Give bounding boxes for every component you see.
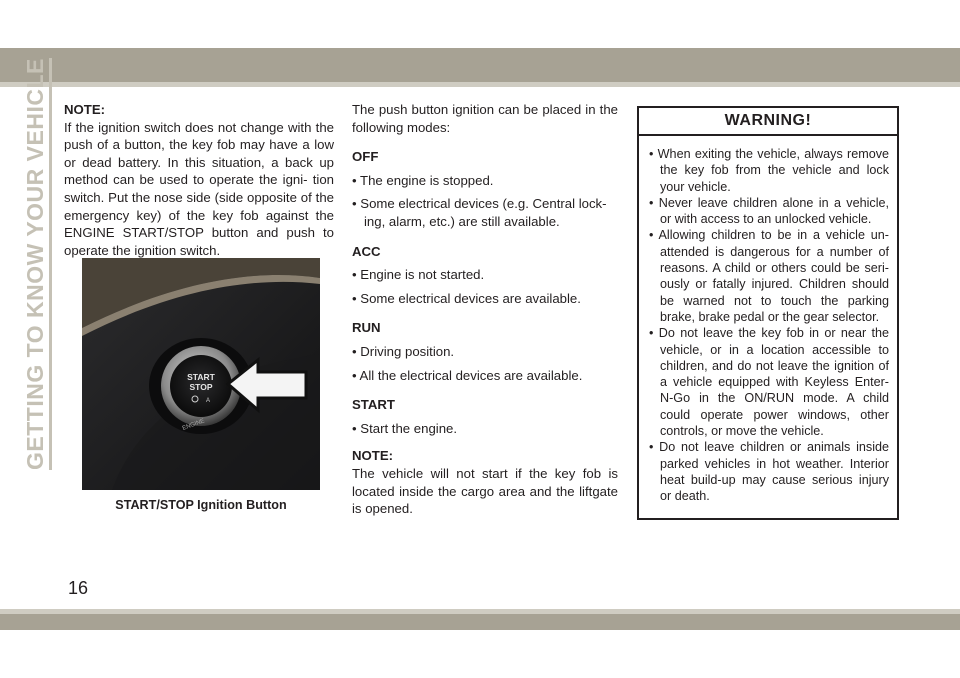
note-text: If the ignition switch does not change with the push of a button, the key fob may have a low or dead battery. In this situation, a back up method can be used to operate the igni- tion switch. Put the nose side (side opposite of the emergency key) of the key fob against the ENGINE START/STOP button and push to operate the ignition switch. bbox=[64, 119, 334, 258]
mode-start-heading: START bbox=[352, 397, 395, 413]
warning-box bbox=[637, 106, 899, 520]
warning-item: • Do not leave the key fob in or near the vehicle, or in a location accessible to children, and do not leave the ignition of a vehicle equipped with Keyless Enter- N-Go in the ON/RUN mode. A child could operate power windows, other controls, or move the vehicle. bbox=[649, 326, 889, 439]
warning-list bbox=[639, 136, 897, 505]
warning-item: • Never leave children alone in a vehicle, or with access to an unlocked vehicle. bbox=[649, 195, 889, 227]
auto-stop-icon: A bbox=[205, 398, 211, 404]
ignition-button-photo bbox=[82, 258, 320, 490]
ignition-button-illustration bbox=[82, 258, 320, 490]
header-rule bbox=[0, 82, 960, 87]
page-number: 16 bbox=[68, 578, 89, 598]
mode-off-bullet: • Some electrical devices (e.g. Central lock- ing, alarm, etc.) are still available. bbox=[352, 196, 607, 229]
note-heading: NOTE: bbox=[64, 102, 106, 117]
warning-item: • Do not leave children or animals inside parked vehicles in hot weather. Interior heat build-up may cause serious injury or death. bbox=[649, 440, 889, 504]
middle-column bbox=[352, 101, 618, 518]
footer-band bbox=[0, 614, 960, 630]
figure-caption: START/STOP Ignition Button bbox=[115, 498, 287, 512]
ring-text: ENGINE bbox=[181, 418, 206, 432]
button-text-stop: STOP bbox=[189, 382, 213, 392]
mode-run-bullet: • Driving position. bbox=[352, 343, 455, 359]
section-title-text: GETTING TO KNOW YOUR VEHICLE bbox=[22, 58, 52, 470]
warning-item: • Allowing children to be in a vehicle un- attended is dangerous for a number of reasons. A child or others could be seri- ously or fatally injured. Children should be warned not to touch the parking brake, brake pedal or the gear selector. bbox=[649, 228, 889, 324]
warning-title: WARNING! bbox=[639, 108, 897, 136]
modes-intro: The push button ignition can be placed in the following modes: bbox=[352, 102, 618, 135]
mode-acc-bullet: • Engine is not started. bbox=[352, 267, 485, 283]
note-heading-2: NOTE: bbox=[352, 448, 394, 464]
mode-start-bullet: • Start the engine. bbox=[352, 420, 458, 436]
mode-run-bullet: • All the electrical devices are available. bbox=[352, 367, 583, 383]
button-text-start: START bbox=[187, 372, 215, 382]
header-band bbox=[0, 48, 960, 82]
mode-off-bullet: • The engine is stopped. bbox=[352, 172, 494, 188]
section-title bbox=[18, 58, 52, 470]
left-column bbox=[64, 101, 334, 259]
mode-run-heading: RUN bbox=[352, 320, 381, 336]
mode-off-heading: OFF bbox=[352, 149, 379, 165]
mode-acc-heading: ACC bbox=[352, 243, 381, 259]
note-text-2: The vehicle will not start if the key fob is located inside the cargo area and the liftgate is opened. bbox=[352, 465, 618, 517]
warning-item: • When exiting the vehicle, always remove the key fob from the vehicle and lock your vehicle. bbox=[649, 147, 889, 194]
mode-acc-bullet: • Some electrical devices are available. bbox=[352, 290, 581, 306]
